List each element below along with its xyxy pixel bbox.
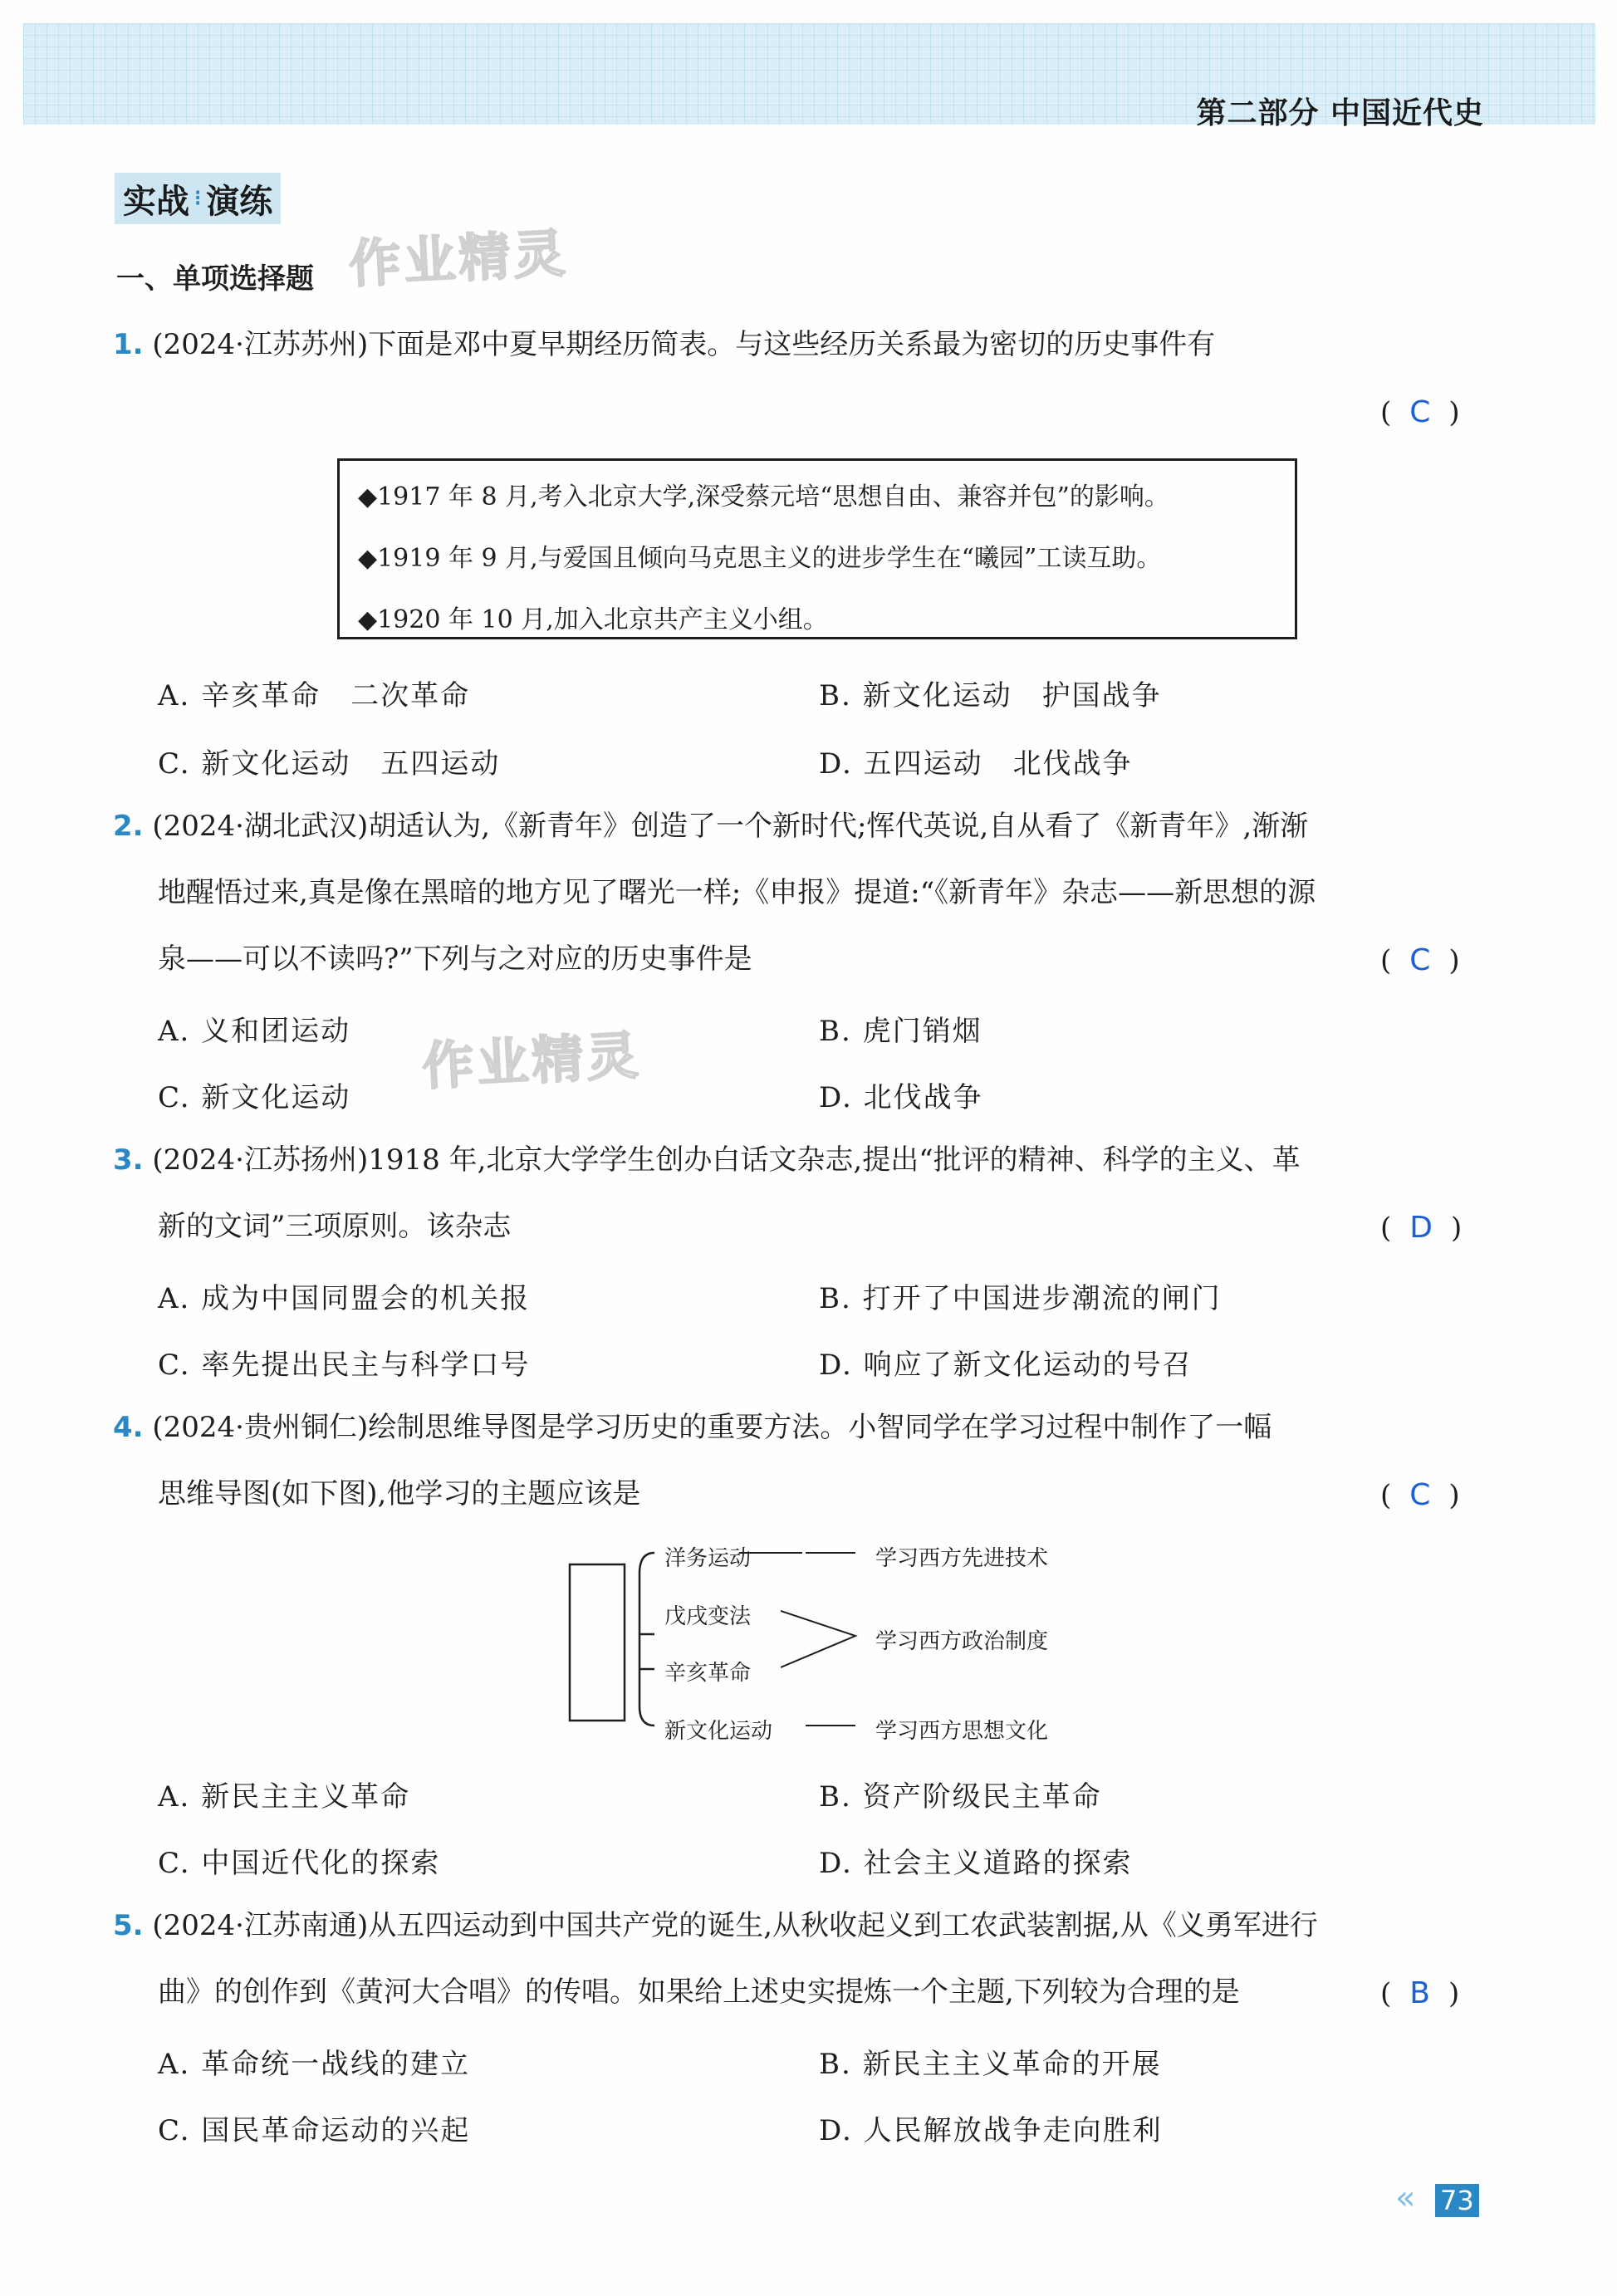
- answer-value: C: [1409, 395, 1431, 429]
- question-text: (2024·江苏南通)从五四运动到中国共产党的诞生,从秋收起义到工农武装割据,从《义勇军进行: [152, 1909, 1318, 1942]
- answer-bracket: [1380, 1211, 1462, 1245]
- question-stem-line: [113, 1143, 1301, 1177]
- page-chevron-icon: «: [1395, 2179, 1416, 2217]
- section-label-a: 实战: [123, 181, 189, 221]
- option-a: A. 辛亥革命 二次革命: [158, 679, 471, 712]
- answer-value: C: [1409, 943, 1431, 977]
- mind-map-brace: [639, 1553, 654, 1726]
- answer-value: D: [1409, 1211, 1433, 1245]
- info-box-line: ◆1920 年 10 月,加入北京共产主义小组。: [358, 605, 828, 634]
- answer-bracket: [1380, 395, 1460, 429]
- watermark: 作业精灵: [347, 223, 571, 295]
- question-text: (2024·湖北武汉)胡适认为,《新青年》创造了一个新时代;恽代英说,自从看了《新青年》,渐渐: [152, 810, 1309, 843]
- bracket-open: (: [1380, 944, 1392, 977]
- question-stem-line: [113, 327, 1215, 362]
- option-c: C. 新文化运动 五四运动: [158, 747, 501, 781]
- answer-bracket: [1380, 1478, 1460, 1512]
- option-d: D. 五四运动 北伐战争: [819, 747, 1133, 781]
- mind-map-target: 学习西方政治制度: [875, 1629, 1049, 1654]
- option-a: A. 义和团运动: [158, 1015, 351, 1048]
- question-stem-line: [113, 1410, 1272, 1445]
- section-badge: [115, 173, 281, 224]
- bracket-close: ): [1451, 1212, 1463, 1245]
- option-c: C. 中国近代化的探索: [158, 1847, 441, 1880]
- bracket-close: ): [1448, 396, 1460, 429]
- bracket-close: ): [1448, 944, 1460, 977]
- answer-value: B: [1409, 1976, 1430, 2010]
- mind-map-node: 新文化运动: [664, 1719, 773, 1744]
- option-c: C. 国民革命运动的兴起: [158, 2114, 471, 2147]
- mind-map-node: 辛亥革命: [664, 1661, 752, 1686]
- question-text: (2024·江苏扬州)1918 年,北京大学学生创办白话文杂志,提出“批评的精神、科学的主义、革: [152, 1143, 1301, 1177]
- option-d: D. 响应了新文化运动的号召: [819, 1349, 1193, 1382]
- question-stem-line: [113, 1908, 1318, 1943]
- mind-map-node: 戊戌变法: [664, 1604, 752, 1629]
- question-text: (2024·江苏苏州)下面是邓中夏早期经历简表。与这些经历关系最为密切的历史事件有: [152, 328, 1216, 361]
- part-heading: 一、单项选择题: [116, 262, 314, 296]
- bracket-close: ): [1448, 1479, 1460, 1512]
- option-c: C. 新文化运动: [158, 1081, 351, 1114]
- info-box-line: ◆1919 年 9 月,与爱国且倾向马克思主义的进步学生在“曦园”工读互助。: [358, 544, 1162, 573]
- option-a: A. 革命统一战线的建立: [158, 2048, 471, 2081]
- mind-map-merge: [781, 1611, 855, 1667]
- option-a: A. 新民主主义革命: [158, 1780, 411, 1814]
- option-a: A. 成为中国同盟会的机关报: [158, 1282, 531, 1315]
- question-text: 地醒悟过来,真是像在黑暗的地方见了曙光一样;《申报》提道:“《新青年》杂志——新思想的源: [158, 876, 1316, 909]
- question-number: 4.: [113, 1411, 144, 1444]
- bracket-open: (: [1380, 1977, 1392, 2010]
- option-d: D. 社会主义道路的探索: [819, 1847, 1133, 1880]
- section-separator: ⁝: [194, 186, 202, 211]
- watermark: 作业精灵: [420, 1025, 644, 1097]
- option-d: D. 北伐战争: [819, 1081, 983, 1114]
- bracket-close: ): [1448, 1977, 1460, 2010]
- question-text: 新的文词”三项原则。该杂志: [158, 1210, 512, 1243]
- page-number: 73: [1435, 2184, 1479, 2217]
- option-b: B. 新民主主义革命的开展: [819, 2048, 1162, 2081]
- info-box: [337, 458, 1297, 639]
- question-text: 泉——可以不读吗?”下列与之对应的历史事件是: [158, 942, 752, 976]
- mind-map-lines-2: [781, 1536, 880, 1744]
- answer-value: C: [1409, 1478, 1431, 1512]
- question-text: 曲》的创作到《黄河大合唱》的传唱。如果给上述史实提炼一个主题,下列较为合理的是: [158, 1975, 1240, 2009]
- mind-map-target: 学习西方先进技术: [875, 1546, 1049, 1571]
- question-text: 思维导图(如下图),他学习的主题应该是: [158, 1477, 641, 1510]
- option-b: B. 新文化运动 护国战争: [819, 679, 1162, 712]
- section-label-b: 演练: [206, 181, 273, 221]
- option-c: C. 率先提出民主与科学口号: [158, 1349, 531, 1382]
- option-d: D. 人民解放战争走向胜利: [819, 2114, 1163, 2147]
- question-number: 1.: [113, 328, 144, 361]
- question-text: (2024·贵州铜仁)绘制思维导图是学习历史的重要方法。小智同学在学习过程中制作了一幅: [152, 1411, 1272, 1444]
- answer-bracket: [1380, 943, 1460, 977]
- question-number: 2.: [113, 810, 144, 843]
- option-b: B. 虎门销烟: [819, 1015, 982, 1048]
- mind-map-target: 学习西方思想文化: [875, 1719, 1049, 1744]
- mind-map-root-box: [570, 1564, 625, 1721]
- option-b: B. 资产阶级民主革命: [819, 1780, 1102, 1814]
- option-b: B. 打开了中国进步潮流的闸门: [819, 1282, 1222, 1315]
- mind-map-node: 洋务运动: [664, 1546, 752, 1571]
- info-box-line: ◆1917 年 8 月,考入北京大学,深受蔡元培“思想自由、兼容并包”的影响。: [358, 482, 1169, 512]
- question-stem-line: [113, 809, 1308, 844]
- header-title: 第二部分 中国近代史: [1196, 96, 1484, 130]
- bracket-open: (: [1380, 1212, 1392, 1245]
- bracket-open: (: [1380, 396, 1392, 429]
- question-number: 3.: [113, 1143, 144, 1177]
- bracket-open: (: [1380, 1479, 1392, 1512]
- question-number: 5.: [113, 1909, 144, 1942]
- answer-bracket: [1380, 1976, 1459, 2010]
